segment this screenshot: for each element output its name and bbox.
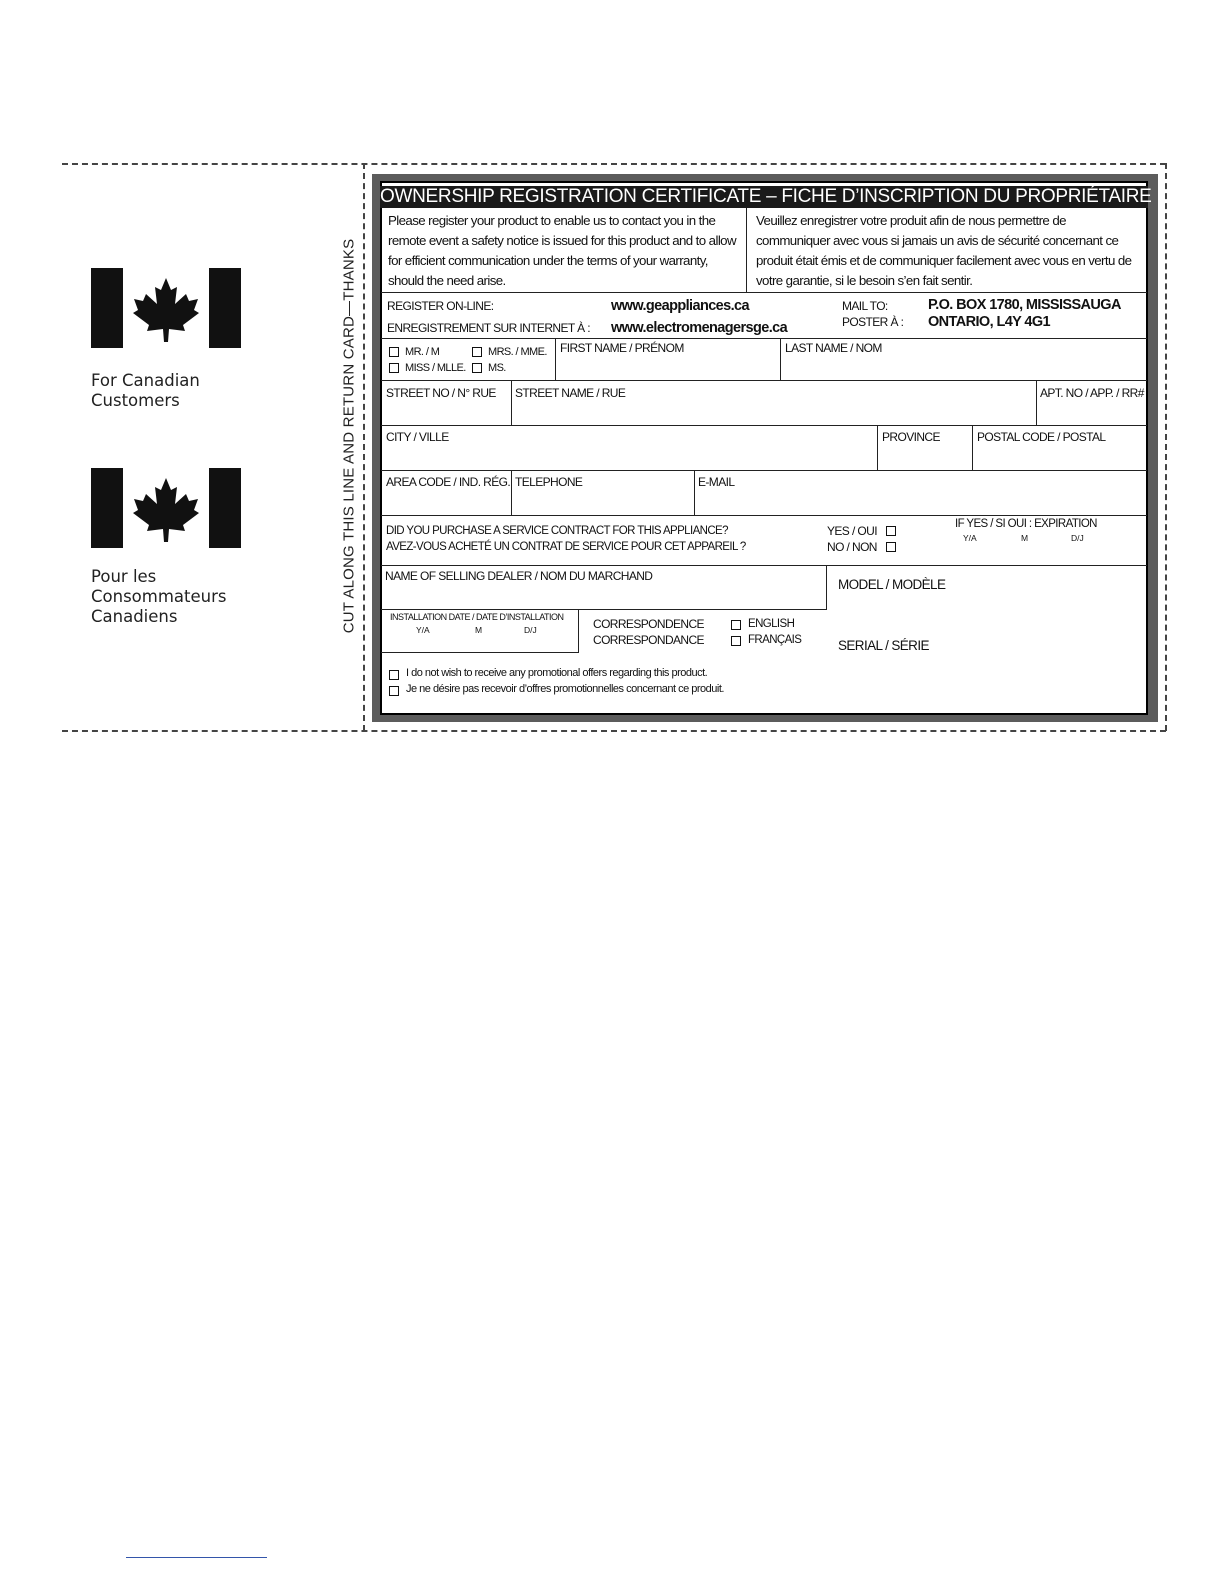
french-label: FRANÇAIS (748, 634, 802, 646)
dealer-input[interactable] (385, 586, 824, 608)
register-online-link[interactable]: www.geappliances.ca (611, 298, 749, 314)
canadian-flag-icon (91, 268, 241, 348)
last-name-label: LAST NAME / NOM (785, 341, 882, 355)
register-online-label: REGISTER ON-LINE: (387, 299, 494, 313)
apt-label: APT. NO / APP. / RR# (1040, 386, 1144, 400)
divider (972, 425, 973, 470)
postal-code-label: POSTAL CODE / POSTAL (977, 430, 1106, 444)
card-title: OWNERSHIP REGISTRATION CERTIFICATE – FICHE D’INSCRIPTION DU PROPRIÉTAIRE (380, 186, 1152, 207)
caption-french: Pour les Consommateurs Canadiens (91, 567, 227, 626)
cut-line-right (1165, 163, 1167, 731)
telephone-input[interactable] (515, 492, 694, 514)
register-online-link-fr[interactable]: www.electromenagersge.ca (611, 320, 788, 336)
postal-code-input[interactable] (977, 447, 1144, 469)
divider (381, 425, 1147, 426)
expiration-label: IF YES / SI OUI : EXPIRATION (955, 518, 1097, 530)
title-miss-label: MISS / MLLE. (405, 362, 466, 374)
divider (381, 338, 1147, 339)
expiration-month-label: M (1021, 533, 1029, 543)
divider (381, 515, 1147, 516)
install-day-label: D/J (524, 625, 537, 635)
caption-english: For Canadian Customers (91, 371, 200, 410)
divider (381, 470, 1147, 471)
no-label: NO / NON (827, 540, 877, 554)
service-question-fr: AVEZ-VOUS ACHETÉ UN CONTRAT DE SERVICE POUR CET APPAREIL ? (386, 541, 746, 553)
divider (381, 652, 579, 653)
model-label: MODEL / MODÈLE (838, 577, 946, 592)
expiration-day-label: D/J (1071, 533, 1084, 543)
divider (877, 425, 878, 470)
title-mr-label: MR. / M (405, 346, 440, 358)
title-ms-label: MS. (488, 362, 506, 374)
mail-to-label: MAIL TO: (842, 299, 888, 313)
optout-fr-label: Je ne désire pas recevoir d’offres promotionnelles concernant ce produit. (406, 683, 724, 695)
install-year-label: Y/A (416, 625, 430, 635)
register-online-label-fr: ENREGISTREMENT SUR INTERNET À : (387, 321, 590, 335)
divider (555, 338, 556, 380)
yes-label: YES / OUI (827, 524, 877, 538)
email-label: E-MAIL (698, 475, 735, 489)
street-name-input[interactable] (515, 403, 1034, 425)
province-label: PROVINCE (882, 430, 940, 444)
english-label: ENGLISH (748, 618, 795, 630)
service-no-checkbox[interactable] (886, 542, 896, 552)
email-input[interactable] (698, 492, 1144, 514)
title-mr-checkbox[interactable] (389, 347, 399, 357)
title-miss-checkbox[interactable] (389, 363, 399, 373)
city-label: CITY / VILLE (386, 430, 449, 444)
divider (578, 609, 579, 652)
mail-to-label-fr: POSTER À : (842, 315, 904, 329)
english-checkbox[interactable] (731, 620, 741, 630)
cut-line-top (62, 163, 1166, 165)
optout-en-checkbox[interactable] (389, 670, 399, 680)
first-name-label: FIRST NAME / PRÉNOM (560, 341, 684, 355)
cut-line-center (363, 163, 365, 731)
apt-input[interactable] (1040, 403, 1144, 425)
dealer-label: NAME OF SELLING DEALER / NOM DU MARCHAND (385, 569, 653, 583)
divider (780, 338, 781, 380)
serial-input[interactable] (940, 636, 1144, 660)
title-mrs-checkbox[interactable] (472, 347, 482, 357)
street-no-input[interactable] (386, 403, 510, 425)
title-ms-checkbox[interactable] (472, 363, 482, 373)
cut-instruction: CUT ALONG THIS LINE AND RETURN CARD—THANKS (340, 238, 358, 634)
divider (1036, 380, 1037, 425)
model-input[interactable] (955, 575, 1144, 599)
install-date-label: INSTALLATION DATE / DATE D’INSTALLATION (390, 612, 564, 622)
optout-fr-checkbox[interactable] (389, 686, 399, 696)
divider (511, 470, 512, 515)
area-code-input[interactable] (386, 492, 510, 514)
telephone-label: TELEPHONE (515, 475, 583, 489)
divider (381, 565, 1147, 566)
last-name-input[interactable] (785, 358, 1144, 380)
intro-french: Veuillez enregistrer votre produit afin de nous permettre de communiquer avec vous si jamais un avis de sécurité concernant ce produit était émis et de communiquer facilement avec vous en vertu de votre garantie, si le besoin s’en fait sentir. (756, 213, 1132, 288)
install-month-label: M (475, 625, 483, 635)
maple-leaf-icon (133, 478, 199, 542)
street-name-label: STREET NAME / RUE (515, 386, 626, 400)
mail-address-line2: ONTARIO, L4Y 4G1 (928, 314, 1051, 330)
service-question-en: DID YOU PURCHASE A SERVICE CONTRACT FOR THIS APPLIANCE? (386, 525, 728, 537)
divider (694, 470, 695, 515)
mail-address-line1: P.O. BOX 1780, MISSISSAUGA (928, 297, 1121, 313)
french-checkbox[interactable] (731, 636, 741, 646)
intro-divider (746, 208, 747, 292)
province-input[interactable] (882, 447, 971, 469)
service-yes-checkbox[interactable] (886, 526, 896, 536)
divider (381, 609, 827, 610)
intro-english: Please register your product to enable us to contact you in the remote event a safety notice is issued for this product and to allow for efficient communication under the terms of your warranty, should the need arise. (388, 213, 736, 288)
correspondence-label-fr: CORRESPONDANCE (593, 633, 704, 647)
divider (511, 380, 512, 425)
divider (381, 292, 1147, 293)
serial-label: SERIAL / SÉRIE (838, 638, 929, 653)
footer-link-underline (126, 1557, 267, 1558)
divider (381, 380, 1147, 381)
cut-line-bottom (62, 730, 1166, 732)
correspondence-label-en: CORRESPONDENCE (593, 617, 704, 631)
area-code-label: AREA CODE / IND. RÉG. (386, 475, 511, 489)
expiration-year-label: Y/A (963, 533, 977, 543)
street-no-label: STREET NO / N° RUE (386, 386, 496, 400)
canadian-flag-icon (91, 468, 241, 548)
title-mrs-label: MRS. / MME. (488, 346, 547, 358)
city-input[interactable] (386, 447, 875, 469)
optout-en-label: I do not wish to receive any promotional offers regarding this product. (406, 667, 708, 679)
maple-leaf-icon (133, 278, 199, 342)
first-name-input[interactable] (560, 358, 779, 380)
divider (826, 565, 827, 609)
